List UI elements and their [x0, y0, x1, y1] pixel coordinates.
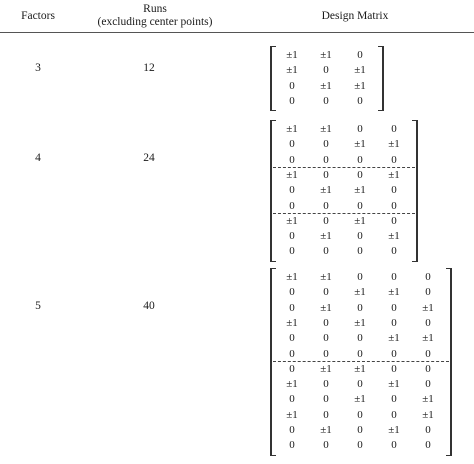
runs-value: 40: [143, 300, 155, 312]
matrix-cell: 0: [323, 439, 329, 452]
matrix-cell: ±1: [354, 316, 366, 329]
matrix-cell: 0: [323, 347, 329, 360]
matrix-cell: 0: [357, 199, 363, 212]
matrix-cell: ±1: [320, 184, 332, 197]
matrix-cell: 0: [391, 184, 397, 197]
matrix-cell: 0: [289, 332, 295, 345]
matrix-cell: ±1: [286, 378, 298, 391]
matrix-cell: 0: [289, 439, 295, 452]
matrix-cell: 0: [391, 408, 397, 421]
matrix-cell: ±1: [320, 424, 332, 436]
matrix-cell: ±1: [354, 184, 366, 197]
matrix-right-bracket: [446, 268, 452, 456]
matrix-cell: ±1: [388, 378, 400, 391]
matrix-group-separator: [273, 213, 415, 214]
matrix-cell: ±1: [286, 408, 298, 421]
matrix-cell: 0: [323, 245, 329, 258]
matrix-cell: 0: [323, 378, 329, 391]
matrix-group-separator: [273, 167, 415, 168]
matrix-cell: 0: [323, 153, 329, 166]
matrix-cell: ±1: [320, 230, 332, 243]
matrix-cell: 0: [357, 94, 363, 107]
runs-value: 24: [143, 152, 155, 164]
matrix-cell: ±1: [354, 79, 366, 92]
matrix-cell: 0: [357, 378, 363, 391]
matrix-cell: ±1: [422, 301, 434, 314]
matrix-cell: 0: [357, 439, 363, 452]
matrix-cell: 0: [357, 408, 363, 421]
matrix-cell: 0: [357, 301, 363, 314]
matrix-cell: 0: [357, 424, 363, 436]
matrix-cell: ±1: [388, 168, 400, 181]
matrix-cell: 0: [391, 362, 397, 375]
matrix-cell: 0: [357, 332, 363, 345]
matrix-cell: 0: [425, 271, 431, 283]
matrix-cell: ±1: [388, 230, 400, 243]
runs-value: 12: [143, 62, 155, 74]
matrix-cell: 0: [289, 230, 295, 243]
matrix-cell: 0: [391, 316, 397, 329]
matrix-cell: 0: [425, 347, 431, 360]
matrix-cell: 0: [425, 286, 431, 299]
design-matrix: [270, 46, 384, 111]
matrix-cell: 0: [391, 347, 397, 360]
matrix-cell: 0: [289, 184, 295, 197]
matrix-cell: ±1: [286, 64, 298, 77]
matrix-cell: 0: [289, 393, 295, 406]
matrix-cell: 0: [391, 271, 397, 283]
matrix-cell: 0: [289, 301, 295, 314]
matrix-cell: 0: [357, 168, 363, 181]
matrix-cell: ±1: [320, 362, 332, 375]
design-matrix-column-header: Design Matrix: [321, 10, 389, 22]
matrix-cell: ±1: [320, 49, 332, 61]
matrix-cell: ±1: [286, 168, 298, 181]
matrix-cell: 0: [289, 362, 295, 375]
matrix-cell: ±1: [286, 316, 298, 329]
matrix-group-separator: [273, 361, 449, 362]
factors-value: 5: [35, 300, 41, 312]
matrix-cell: 0: [357, 230, 363, 243]
matrix-cell: 0: [391, 214, 397, 227]
matrix-cell: ±1: [286, 123, 298, 135]
matrix-cell: 0: [425, 316, 431, 329]
matrix-cell: 0: [323, 214, 329, 227]
matrix-cell: 0: [323, 286, 329, 299]
matrix-cell: ±1: [422, 408, 434, 421]
matrix-cell: ±1: [422, 393, 434, 406]
header-rule: [0, 32, 474, 33]
matrix-cell: 0: [323, 138, 329, 151]
matrix-right-bracket: [378, 46, 384, 111]
matrix-cell: 0: [289, 79, 295, 92]
matrix-cell: 0: [357, 123, 363, 135]
factors-column-header: Factors: [21, 10, 55, 22]
matrix-cell: 0: [323, 332, 329, 345]
matrix-cell: ±1: [354, 64, 366, 77]
matrix-cell: ±1: [320, 271, 332, 283]
matrix-cell: 0: [323, 94, 329, 107]
matrix-cell: 0: [323, 393, 329, 406]
matrix-cell: 0: [289, 138, 295, 151]
matrix-cell: 0: [323, 316, 329, 329]
matrix-cell: ±1: [320, 301, 332, 314]
matrix-cell: 0: [425, 424, 431, 436]
runs-header-line2: (excluding center points): [97, 16, 213, 28]
design-matrix: [270, 268, 452, 456]
matrix-cell: 0: [357, 347, 363, 360]
matrix-cell: 0: [357, 245, 363, 258]
matrix-cell: 0: [391, 123, 397, 135]
matrix-cell: ±1: [388, 424, 400, 436]
runs-header-line1: Runs: [143, 3, 167, 15]
matrix-cell: 0: [425, 362, 431, 375]
matrix-cell: 0: [357, 271, 363, 283]
matrix-cell: 0: [391, 153, 397, 166]
matrix-cell: ±1: [354, 362, 366, 375]
matrix-cell: ±1: [422, 332, 434, 345]
matrix-cell: ±1: [354, 286, 366, 299]
matrix-cell: 0: [391, 245, 397, 258]
matrix-cell: 0: [425, 439, 431, 452]
matrix-cell: 0: [289, 424, 295, 436]
matrix-cell: 0: [391, 199, 397, 212]
matrix-cell: 0: [357, 49, 363, 61]
matrix-cell: 0: [357, 153, 363, 166]
matrix-cell: ±1: [286, 214, 298, 227]
matrix-cell: 0: [289, 347, 295, 360]
matrix-cell: ±1: [354, 393, 366, 406]
matrix-cell: ±1: [388, 286, 400, 299]
matrix-cell: 0: [425, 378, 431, 391]
factors-value: 3: [35, 62, 41, 74]
matrix-cell: 0: [289, 245, 295, 258]
matrix-cell: ±1: [354, 214, 366, 227]
matrix-cell: 0: [323, 408, 329, 421]
factors-value: 4: [35, 152, 41, 164]
matrix-cell: 0: [323, 64, 329, 77]
matrix-cell: ±1: [320, 123, 332, 135]
matrix-cell: 0: [323, 199, 329, 212]
matrix-cell: ±1: [388, 138, 400, 151]
matrix-cell: ±1: [320, 79, 332, 92]
matrix-cell: ±1: [388, 332, 400, 345]
matrix-cell: 0: [289, 94, 295, 107]
matrix-right-bracket: [412, 120, 418, 262]
design-matrix: [270, 120, 418, 262]
matrix-cell: ±1: [286, 49, 298, 61]
matrix-cell: 0: [289, 199, 295, 212]
matrix-cell: ±1: [354, 138, 366, 151]
matrix-cell: ±1: [286, 271, 298, 283]
matrix-cell: 0: [391, 393, 397, 406]
matrix-cell: 0: [289, 153, 295, 166]
matrix-cell: 0: [391, 301, 397, 314]
matrix-cell: 0: [289, 286, 295, 299]
matrix-cell: 0: [391, 439, 397, 452]
matrix-cell: 0: [323, 168, 329, 181]
runs-column-header: [80, 3, 230, 29]
